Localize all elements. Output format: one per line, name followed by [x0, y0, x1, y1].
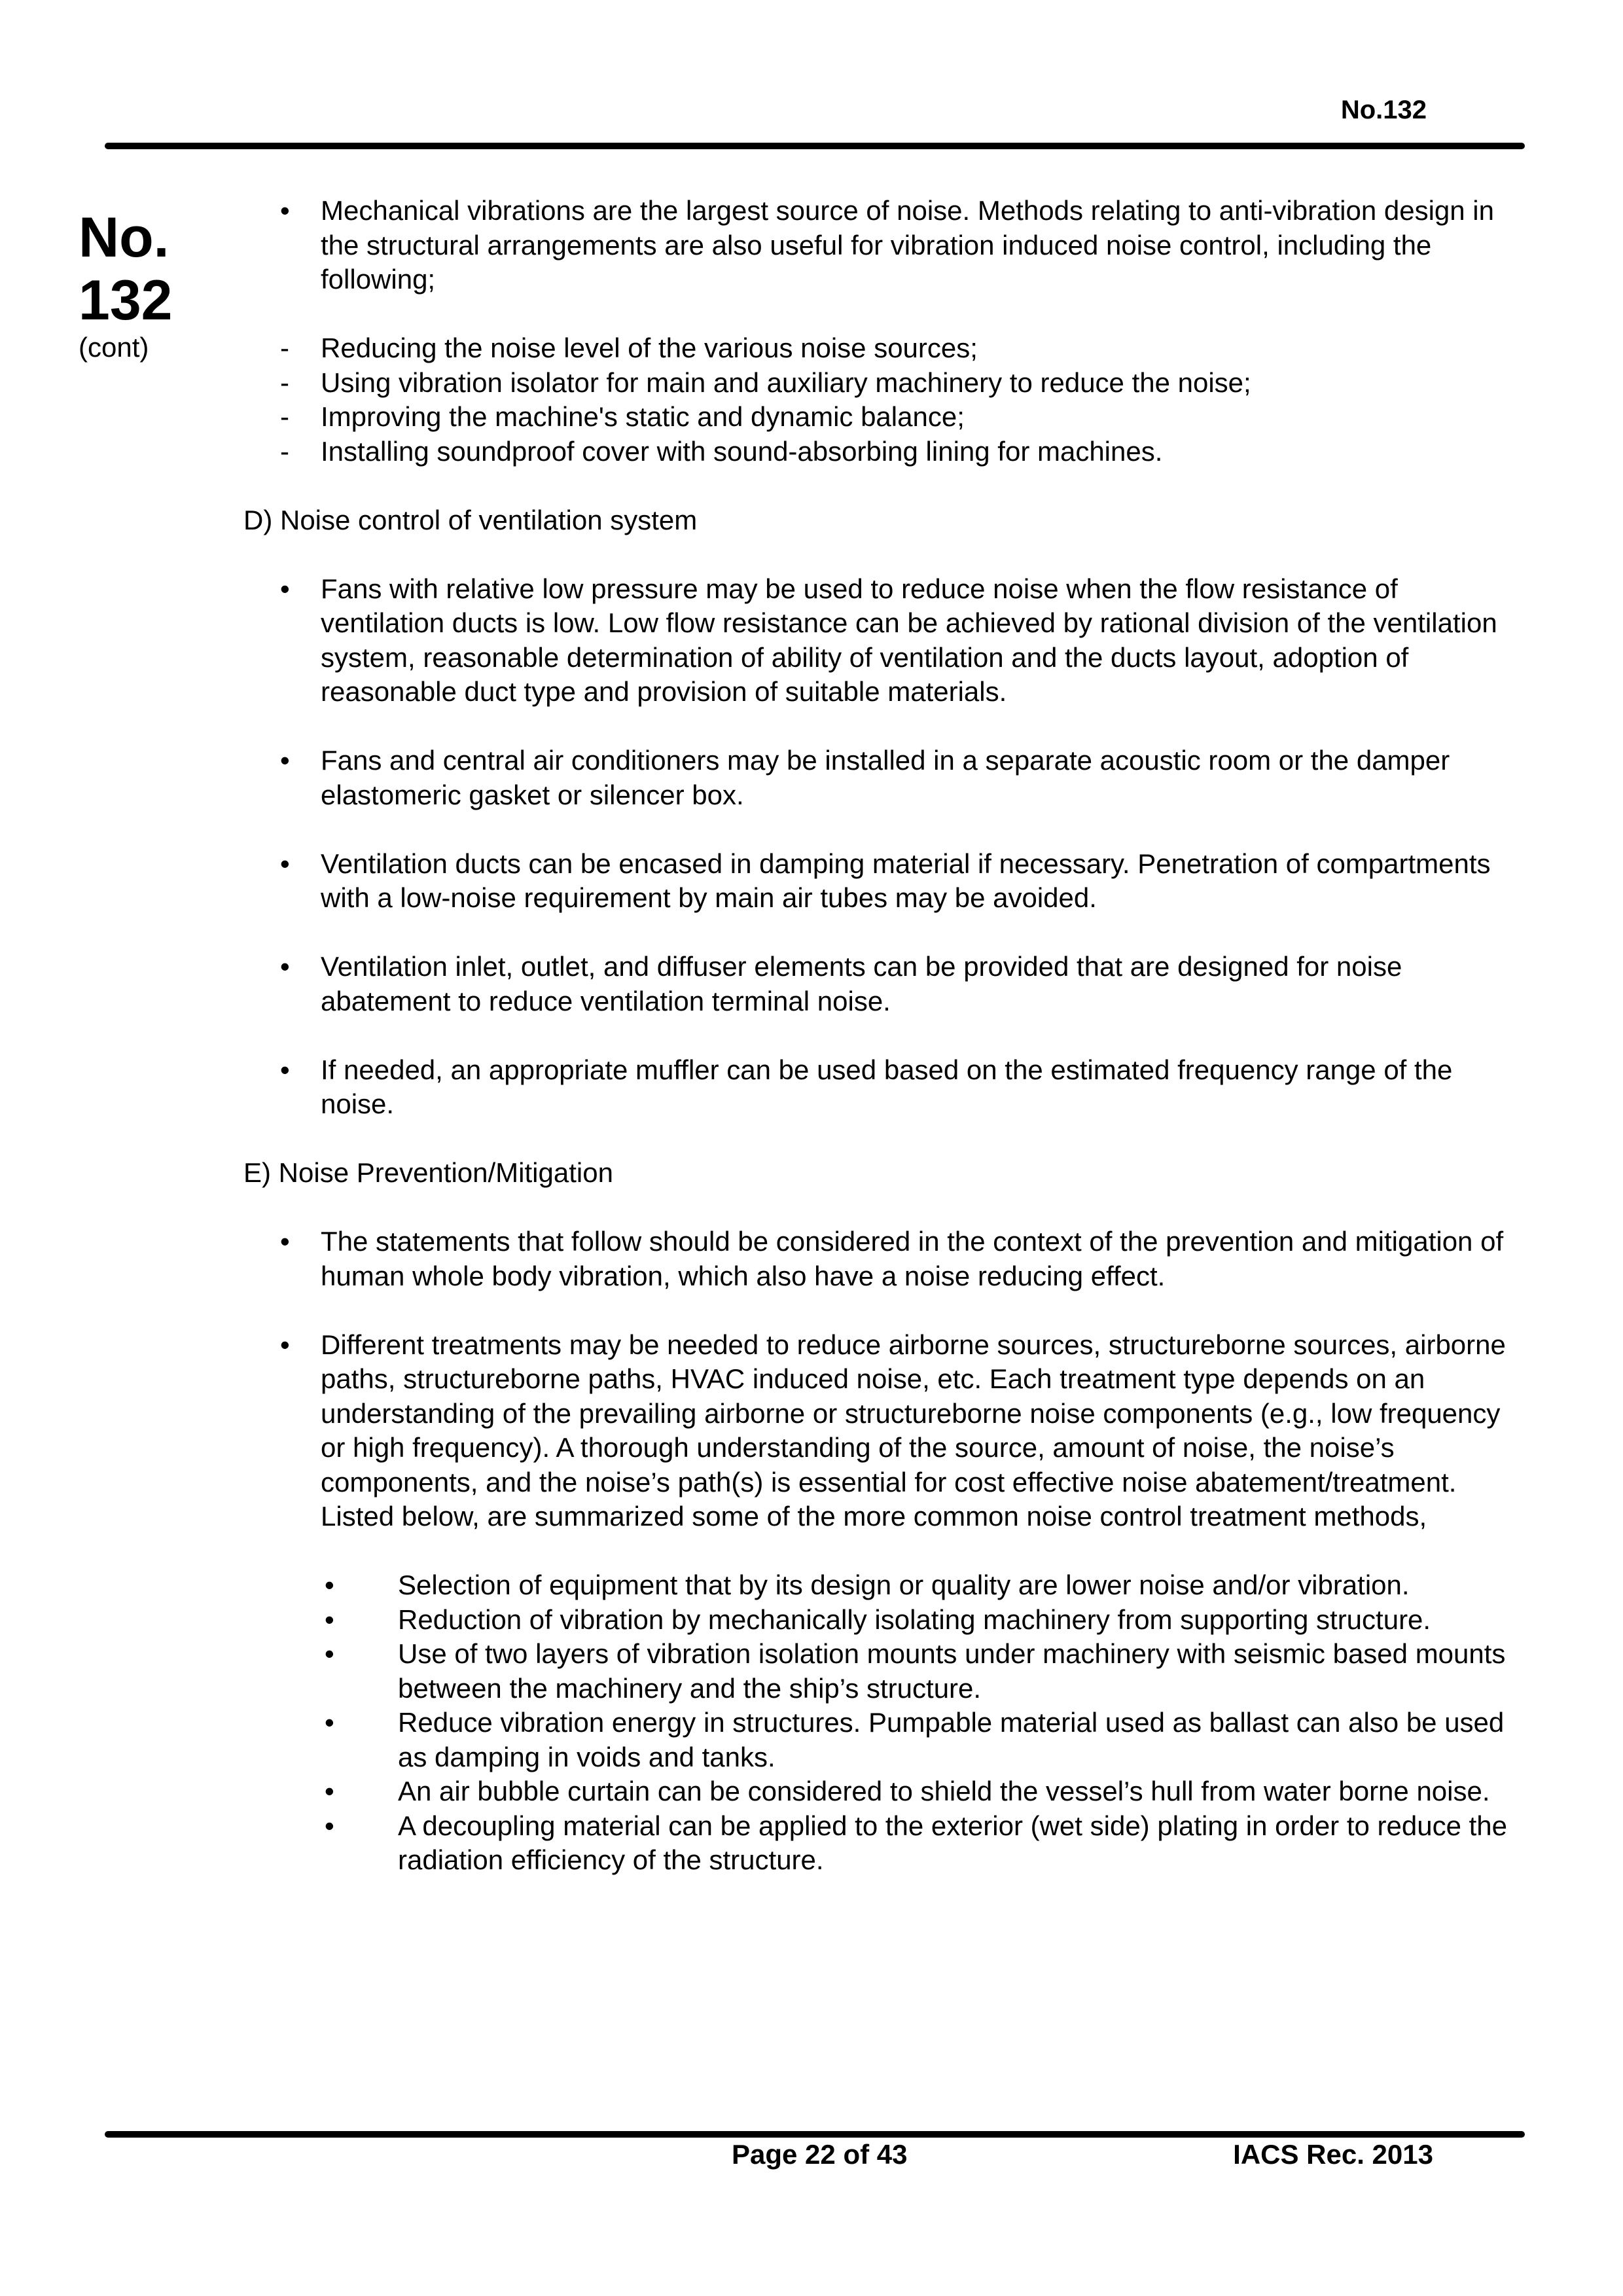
bullet-marker: • [280, 745, 290, 776]
list-item-text: Installing soundproof cover with sound-absorbing lining for machines. [321, 435, 1163, 467]
section-heading-e: E) Noise Prevention/Mitigation [243, 1157, 613, 1188]
bullet-marker: • [325, 1604, 334, 1635]
bullet-marker: • [280, 1226, 290, 1257]
list-item-text: An air bubble curtain can be considered to shield the vessel’s hull from water borne noise. [398, 1776, 1490, 1806]
bullet-marker: • [280, 1054, 290, 1085]
list-item-text: Improving the machine's static and dynamic balance; [321, 401, 965, 432]
list-item [243, 744, 1526, 812]
list-item-text: Reducing the noise level of the various noise sources; [321, 332, 978, 363]
list-item-text: Fans and central air conditioners may be installed in a separate acoustic room or the damper elastomeric gasket or silencer box. [321, 745, 1450, 810]
list-item [243, 847, 1526, 916]
list-item [243, 950, 1526, 1018]
sidebar-title-line1: No. [79, 206, 169, 269]
list-item-text: Mechanical vibrations are the largest source of noise. Methods relating to anti-vibration design in the structural arrangements are also useful for vibration induced noise control, including the following; [321, 195, 1494, 295]
bullet-marker: • [280, 848, 290, 879]
bullet-marker: • [325, 1638, 334, 1669]
header-rule [105, 143, 1525, 149]
sidebar-label [79, 206, 242, 363]
list-item-text: Fans with relative low pressure may be used to reduce noise when the flow resistance of ventilation ducts is low. Low flow resistance can be achieved by rational division of the ventilation system, reasonable determination of ability of ventilation and the ducts layout, adoption of reasonable duct type and provision of suitable materials. [321, 573, 1497, 707]
list-item [243, 194, 1526, 297]
bullet-marker: • [325, 1776, 334, 1806]
section-heading-d: D) Noise control of ventilation system [243, 504, 698, 535]
list-item-text: Ventilation inlet, outlet, and diffuser elements can be provided that are designed for noise abatement to reduce ventilation terminal noise. [321, 951, 1402, 1016]
bullet-marker: • [325, 1707, 334, 1738]
list-item-text: If needed, an appropriate muffler can be used based on the estimated frequency range of the noise. [321, 1054, 1453, 1119]
dash-marker: - [280, 332, 289, 363]
dash-marker: - [280, 401, 289, 432]
list-item-text: A decoupling material can be applied to the exterior (wet side) plating in order to reduce the radiation efficiency of the structure. [398, 1810, 1508, 1875]
list-item-text: Reduction of vibration by mechanically isolating machinery from supporting structure. [398, 1604, 1431, 1635]
list-item-text: Use of two layers of vibration isolation mounts under machinery with seismic based mounts between the machinery and the ship’s structure. [398, 1638, 1506, 1704]
sidebar-cont: (cont) [79, 332, 149, 363]
bullet-marker: • [280, 1329, 290, 1360]
list-item [243, 1053, 1526, 1122]
list-item [243, 1568, 1526, 1603]
list-item [243, 366, 1526, 401]
dash-marker: - [280, 435, 289, 467]
bullet-marker: • [280, 573, 290, 604]
page-number: Page 22 of 43 [732, 2139, 908, 2170]
document-body [243, 194, 1526, 1878]
list-item [243, 1706, 1526, 1774]
list-item [243, 1774, 1526, 1809]
sidebar-title-line2: 132 [79, 269, 173, 332]
list-item-text: Using vibration isolator for main and auxiliary machinery to reduce the noise; [321, 367, 1251, 398]
bullet-marker: • [325, 1810, 334, 1841]
list-item [243, 435, 1526, 469]
list-item-text: Selection of equipment that by its design or quality are lower noise and/or vibration. [398, 1570, 1410, 1600]
bullet-marker: • [280, 195, 290, 226]
list-item [243, 1809, 1526, 1878]
list-item [243, 1328, 1526, 1534]
list-item [243, 400, 1526, 435]
sub-bullet-list [243, 1568, 1526, 1878]
header-document-number: No.132 [1340, 96, 1427, 124]
list-item [243, 331, 1526, 366]
list-item [243, 1225, 1526, 1293]
list-item-text: Ventilation ducts can be encased in damping material if necessary. Penetration of compartments with a low-noise requirement by main air tubes may be avoided. [321, 848, 1491, 913]
list-item-text: Different treatments may be needed to reduce airborne sources, structureborne sources, airborne paths, structureborne paths, HVAC induced noise, etc. Each treatment type depends on an understanding of the prevailing airborne or structureborne noise components (e.g., low frequency or high frequency). A thorough understanding of the source, amount of noise, the noise’s components, and the noise’s path(s) is essential for cost effective noise abatement/treatment. Listed below, are summarized some of the more common noise control treatment methods, [321, 1329, 1506, 1532]
dash-list [243, 331, 1526, 469]
footer-recommendation: IACS Rec. 2013 [1233, 2139, 1433, 2170]
bullet-marker: • [280, 951, 290, 982]
list-item-text: The statements that follow should be considered in the context of the prevention and mitigation of human whole body vibration, which also have a noise reducing effect. [321, 1226, 1504, 1291]
list-item-text: Reduce vibration energy in structures. Pumpable material used as ballast can also be used as damping in voids and tanks. [398, 1707, 1505, 1772]
list-item [243, 1637, 1526, 1706]
footer-rule [105, 2131, 1525, 2138]
list-item [243, 572, 1526, 709]
list-item [243, 1603, 1526, 1638]
bullet-marker: • [325, 1570, 334, 1600]
dash-marker: - [280, 367, 289, 398]
